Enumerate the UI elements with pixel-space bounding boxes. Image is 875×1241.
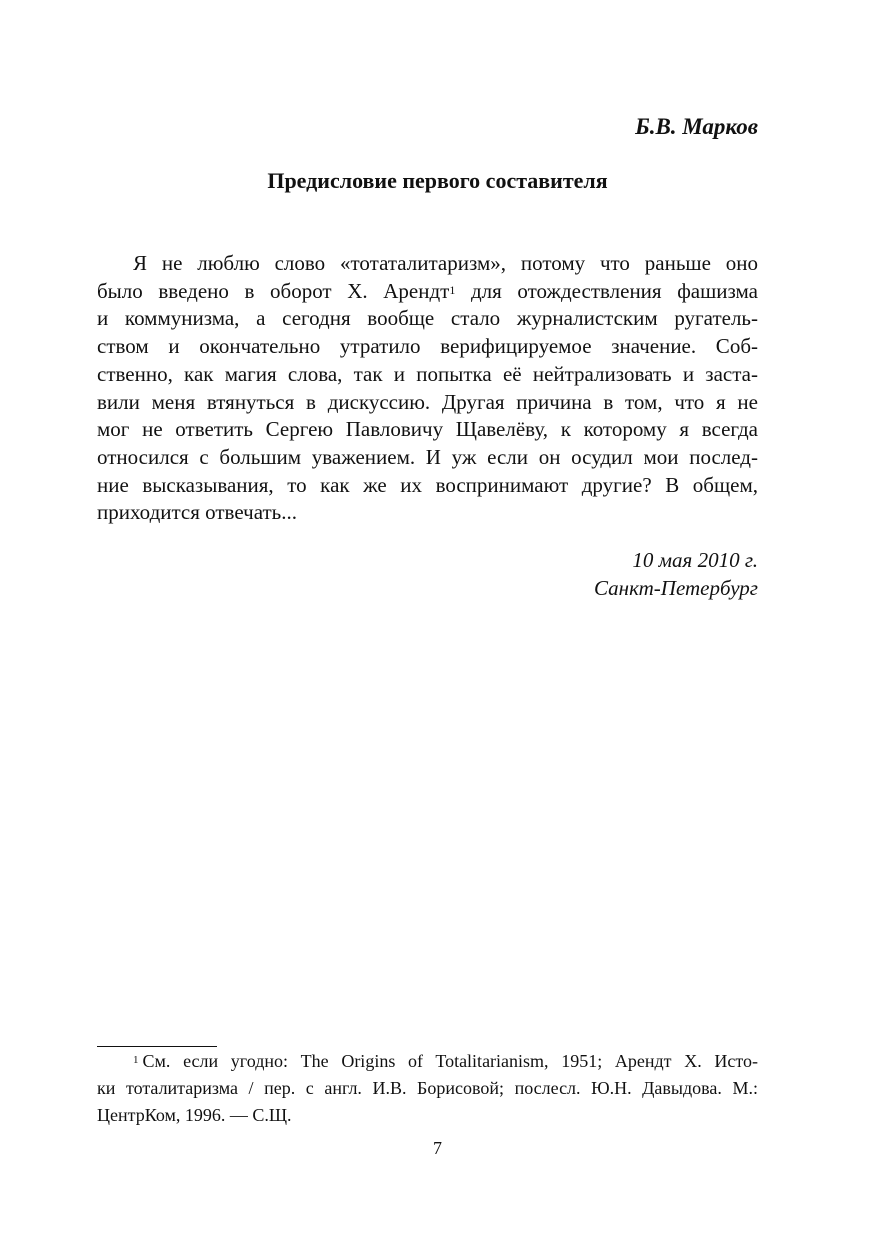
paragraph-line-part: для отождествления фашизма — [470, 278, 758, 303]
footnote-number: 1 — [133, 1054, 139, 1066]
footnote-reference[interactable]: 1 — [449, 282, 456, 297]
paragraph-line: ством и окончательно утратило верифицируемое значение. Соб- — [97, 334, 758, 359]
footnote-divider — [97, 1046, 217, 1047]
signature-date: 10 мая 2010 г. — [632, 548, 758, 572]
paragraph-line: ственно, как магия слова, так и попытка её нейтрализовать и заста- — [97, 361, 758, 386]
paragraph-line — [97, 278, 758, 306]
paragraph-line: относился с большим уважением. И уж если он осудил мои послед- — [97, 444, 758, 469]
signature-place: Санкт-Петербург — [594, 575, 758, 600]
signature-block — [594, 547, 758, 602]
paragraph-line: приходится отвечать... — [97, 500, 297, 525]
footnote-line: ЦентрКом, 1996. — С.Щ. — [97, 1105, 292, 1125]
page-title: Предисловие первого составителя — [267, 168, 608, 193]
footnote-line-text: См. если угодно: The Origins of Totalitarianism, 1951; Арендт Х. Исто- — [142, 1051, 758, 1071]
footnote-line: ки тоталитаризма / пер. с англ. И.В. Борисовой; послесл. Ю.Н. Давыдова. М.: — [97, 1078, 758, 1098]
paragraph-line: мог не ответить Сергею Павловичу Щавелёву, к которому я всегда — [97, 417, 758, 442]
paragraph-line: вили меня втянуться в дискуссию. Другая причина в том, что я не — [97, 389, 758, 414]
paragraph-line-part: было введено в оборот Х. Арендт — [97, 278, 450, 303]
main-paragraph — [97, 250, 758, 527]
paragraph-line: Я не люблю слово «тотаталитаризм», потому что раньше оно — [133, 251, 758, 275]
footnote — [97, 1048, 758, 1129]
paragraph-line: и коммунизма, а сегодня вообще стало журналистским ругатель- — [97, 306, 758, 331]
footnote-line — [97, 1048, 758, 1075]
paragraph-line: ние высказывания, то как же их воспринимают другие? В общем, — [97, 472, 758, 497]
author-name: Б.В. Марков — [635, 114, 758, 139]
page-number: 7 — [433, 1138, 442, 1158]
